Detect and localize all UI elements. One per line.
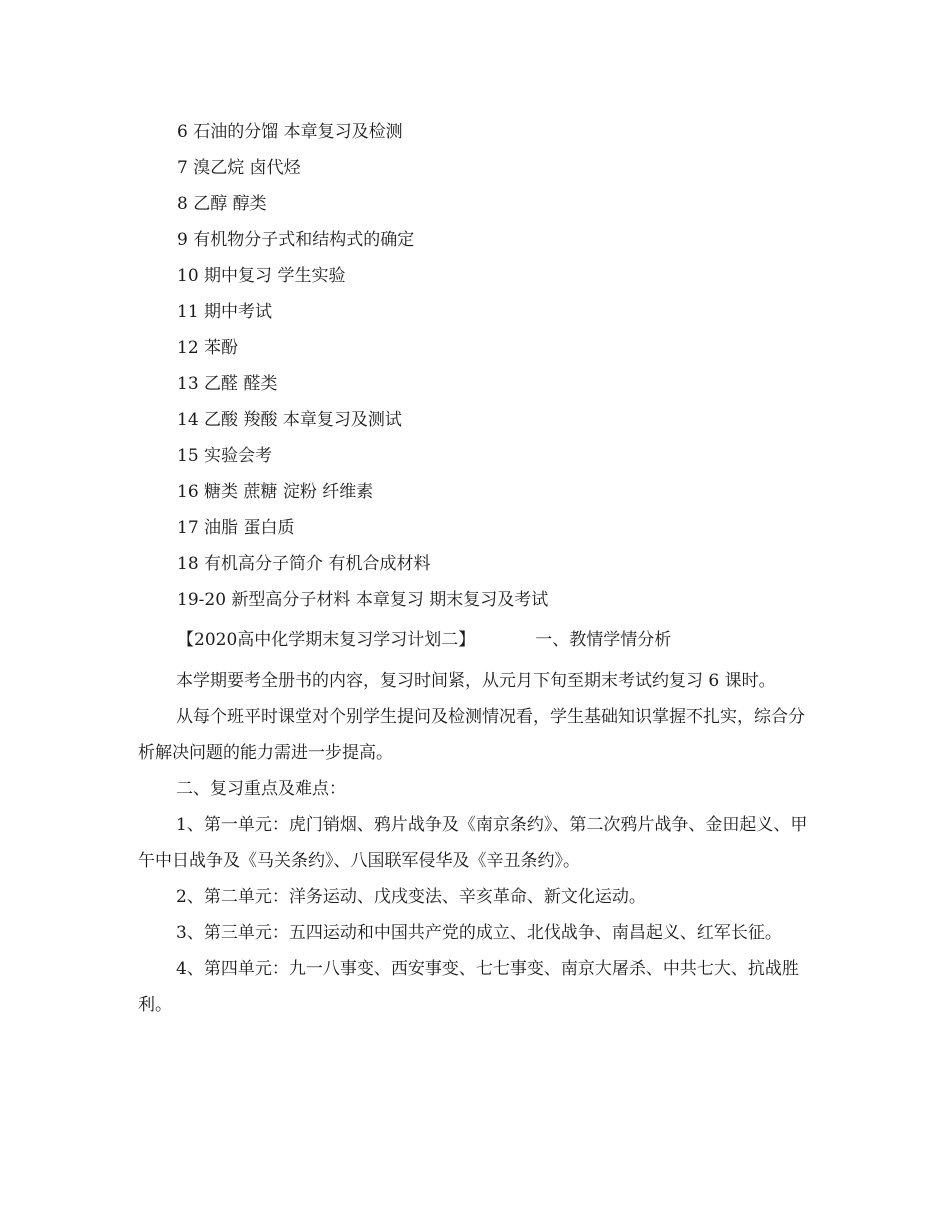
schedule-item: 15 实验会考 [177,446,273,466]
schedule-item: 17 油脂 蛋白质 [177,518,295,538]
body-text [138,663,810,1023]
schedule-item: 18 有机高分子简介 有机合成材料 [177,554,431,574]
section-heading: 一、教情学情分析 [535,630,672,650]
schedule-item: 11 期中考试 [177,302,273,322]
schedule-item: 12 苯酚 [177,338,239,358]
paragraph: 3、第三单元：五四运动和中国共产党的成立、北伐战争、南昌起义、红军长征。 [176,923,782,943]
schedule-item: 7 溴乙烷 卤代烃 [177,158,301,178]
paragraph: 1、第一单元：虎门销烟、鸦片战争及《南京条约》、第二次鸦片战争、金田起义、甲午中日战争及《马关条约》、八国联军侵华及《辛丑条约》。 [138,815,808,871]
paragraph: 本学期要考全册书的内容，复习时间紧，从元月下旬至期末考试约复习 6 课时。 [176,671,776,691]
schedule-item: 10 期中复习 学生实验 [177,266,346,286]
paragraph: 从每个班平时课堂对个别学生提问及检测情况看，学生基础知识掌握不扎实，综合分析解决问题的能力需进一步提高。 [138,707,805,763]
schedule-item: 14 乙酸 羧酸 本章复习及测试 [177,410,402,430]
schedule-item: 13 乙醛 醛类 [177,374,278,394]
plan-title: 【2020高中化学期末复习学习计划二】 [177,630,476,650]
schedule-item: 16 糖类 蔗糖 淀粉 纤维素 [177,482,374,502]
course-schedule-list [177,119,817,623]
schedule-item: 19-20 新型高分子材料 本章复习 期末复习及考试 [177,590,549,610]
paragraph: 4、第四单元：九一八事变、西安事变、七七事变、南京大屠杀、中共七大、抗战胜利。 [138,959,799,1015]
section-heading: 二、复习重点及难点： [176,779,346,799]
paragraph: 2、第二单元：洋务运动、戊戌变法、辛亥革命、新文化运动。 [176,887,646,907]
plan-header-line [177,627,671,653]
schedule-item: 9 有机物分子式和结构式的确定 [177,230,415,250]
schedule-item: 6 石油的分馏 本章复习及检测 [177,122,403,142]
schedule-item: 8 乙醇 醇类 [177,194,267,214]
